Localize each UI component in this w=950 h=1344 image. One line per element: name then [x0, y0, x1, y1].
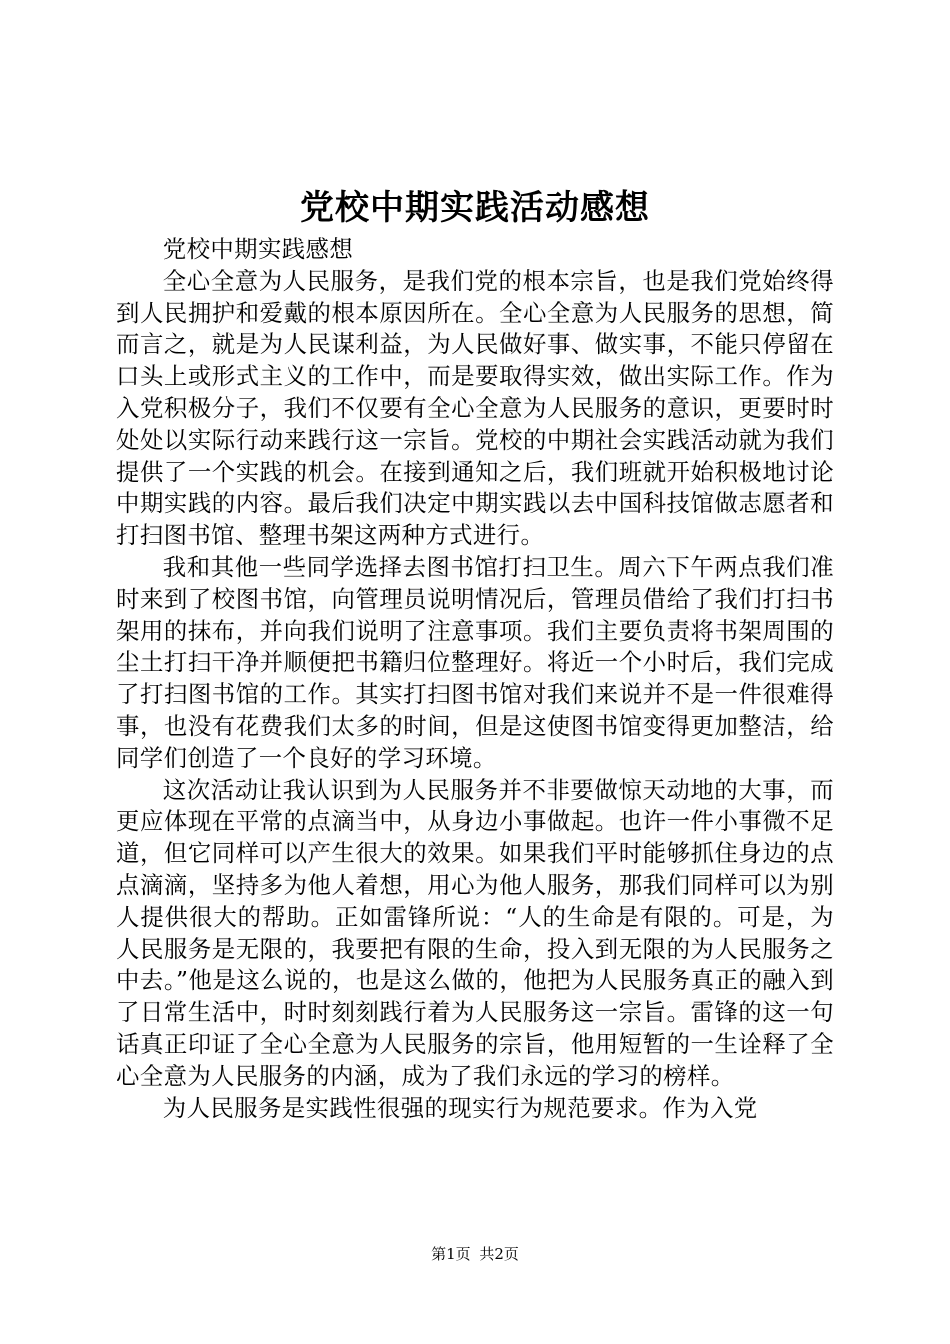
page-footer — [0, 1244, 950, 1264]
page-number-current: 第1页 — [431, 1245, 471, 1263]
paragraph: 全心全意为人民服务，是我们党的根本宗旨，也是我们党始终得到人民拥护和爱戴的根本原因所在。全心全意为人民服务的思想，简而言之，就是为人民谋利益，为人民做好事、做实事，不能只停留在口头上或形式主义的工作中，而是要取得实效，做出实际工作。作为入党积极分子，我们不仅要有全心全意为人民服务的意识，更要时时处处以实际行动来践行这一宗旨。党校的中期社会实践活动就为我们提供了一个实践的机会。在接到通知之后，我们班就开始积极地讨论中期实践的内容。最后我们决定中期实践以去中国科技馆做志愿者和打扫图书馆、整理书架这两种方式进行。 — [116, 266, 834, 550]
paragraph: 我和其他一些同学选择去图书馆打扫卫生。周六下午两点我们准时来到了校图书馆，向管理员说明情况后，管理员借给了我们打扫书架用的抹布，并向我们说明了注意事项。我们主要负责将书架周围的尘土打扫干净并顺便把书籍归位整理好。将近一个小时后，我们完成了打扫图书馆的工作。其实打扫图书馆对我们来说并不是一件很难得事，也没有花费我们太多的时间，但是这使图书馆变得更加整洁，给同学们创造了一个良好的学习环境。 — [116, 552, 834, 772]
paragraph: 这次活动让我认识到为人民服务并不非要做惊天动地的大事，而更应体现在平常的点滴当中，从身边小事做起。也许一件小事微不足道，但它同样可以产生很大的效果。如果我们平时能够抓住身边的点点滴滴，坚持多为他人着想，用心为他人服务，那我们同样可以为别人提供很大的帮助。正如雷锋所说：“人的生命是有限的。可是，为人民服务是无限的，我要把有限的生命，投入到无限的为人民服务之中去。”他是这么说的，也是这么做的，他把为人民服务真正的融入到了日常生活中，时时刻刻践行着为人民服务这一宗旨。雷锋的这一句话真正印证了全心全意为人民服务的宗旨，他用短暂的一生诠释了全心全意为人民服务的内涵，成为了我们永远的学习的榜样。 — [116, 775, 834, 1090]
paragraph: 为人民服务是实践性很强的现实行为规范要求。作为入党 — [162, 1093, 758, 1122]
paragraph-subtitle: 党校中期实践感想 — [162, 235, 354, 263]
document-title: 党校中期实践活动感想 — [300, 188, 650, 228]
page-number-total: 共2页 — [479, 1245, 519, 1263]
document-body — [116, 234, 834, 1124]
